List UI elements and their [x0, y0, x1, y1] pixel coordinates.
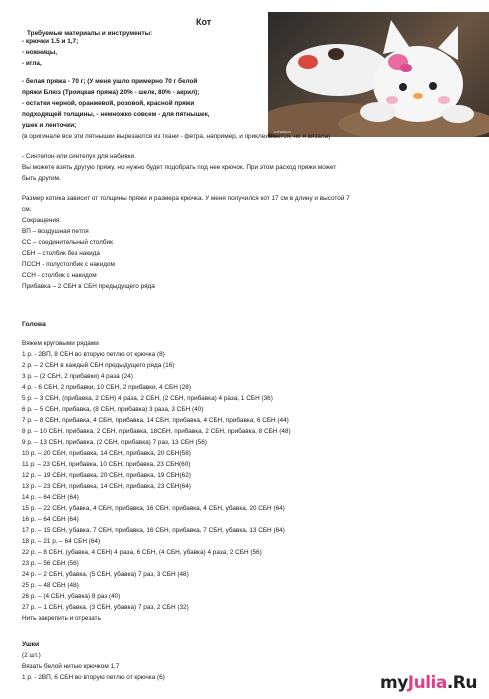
text-line: СБН – столбик без накида: [22, 250, 100, 257]
text-line: 16 р. – 64 СБН (64): [22, 516, 79, 523]
text-line: 9 р. – 13 СБН, прибавка, (2 СБН, прибавка) 7 раз, 13 СБН (56): [22, 439, 207, 446]
text-line: Размер котика зависит от толщины пряжи и размера крючка. У меня получился кот 17 см в длину и высотой 7: [22, 195, 350, 202]
text-line: Прибавка – 2 СБН в СБН предыдущего ряда: [22, 283, 155, 290]
logo-prefix: my: [379, 673, 408, 693]
text-line: 6 р. – 5 СБН, прибавка, (8 СБН, прибавка) 3 раза, 3 СБН (40): [22, 406, 204, 413]
text-line: 23 р. – 56 СБН (56): [22, 560, 79, 567]
text-line: - белая пряжа - 70 г; (У меня ушло примерно 70 г белой: [22, 78, 198, 85]
text-line: 22 р. – 8 СБН, (убавка, 4 СБН) 4 раза, 6 СБН, (4 СБН, убавка) 4 раза, 2 СБН (56): [22, 549, 262, 556]
cat-illustration: [268, 12, 489, 137]
text-line: - игла,: [22, 60, 42, 67]
photo-caption: Lehamon: [274, 129, 291, 134]
text-line: - Синтепон или синтепух для набивки.: [22, 153, 136, 160]
text-line: 12 р. – 19 СБН, прибавка, 20 СБН, прибавка, 19 СБН(62): [22, 472, 191, 479]
section-heading: Ушки: [22, 641, 40, 648]
text-line: 10 р. – 20 СБН, прибавка, 14 СБН, прибавка, 20 СБН(58): [22, 450, 191, 457]
text-line: 13 р. – 23 СБН, прибавка, 14 СБН, прибавка, 23 СБН(64): [22, 483, 191, 490]
text-line: ССН - столбик с накидом: [22, 272, 97, 279]
text-line: 15 р. – 22 СБН, убавка, 4 СБН, прибавка, 16 СБН, прибавка, 4 СБН, убавка, 20 СБН (64): [22, 505, 285, 512]
text-line: подходящей толщины, - немножко совсем - для пятнышек,: [22, 111, 210, 118]
text-line: ПССН - полустолбик с накидом: [22, 261, 115, 268]
text-line: 4 р. - 6 СБН, 2 прибавки, 10 СБН, 2 прибавки, 4 СБН (28): [22, 384, 191, 391]
text-line: 18 р. – 21 р. – 64 СБН (64): [22, 538, 101, 545]
text-line: 8 р. – 10 СБН, прибавка, 2 СБН, прибавка, 18СБН, прибавка, 2 СБН, прибавка, 8 СБН (48): [22, 428, 291, 435]
site-logo: [380, 673, 477, 693]
section-heading: Голова: [22, 321, 46, 328]
text-line: 24 р. – 2 СБН, убавка, (5 СБН, убавка) 7 раз, 3 СБН (48): [22, 571, 189, 578]
text-line: - остатки черной, оранжевой, розовой, красной пряжи: [22, 100, 195, 107]
text-line: 26 р. – (4 СБН, убавка) 8 раз (40): [22, 593, 121, 600]
text-line: 1 р. - 2ВП, 6 СБН во вторую петлю от крючка (6): [22, 674, 165, 681]
text-line: Вы можете взять другую пряжу, но нужно будет подобрать под нее крючок. При этом расход пряжи может: [22, 164, 337, 171]
text-line: пряжи Блюз (Троицкая пряжа) 20% - шелк, 80% - акрил);: [22, 89, 200, 96]
text-line: Нить закрепить и отрезать: [22, 615, 101, 622]
text-line: быть другим.: [22, 175, 61, 182]
text-line: 27 р. – 1 СБН, убавка, (3 СБН, убавка) 7 раз, 2 СБН (32): [22, 604, 189, 611]
logo-suffix: .Ru: [446, 673, 477, 693]
text-line: 7 р. – 8 СБН, прибавка, 4 СБН, прибавка, 14 СБН, прибавка, 4 СБН, прибавка, 6 СБН (44): [22, 417, 289, 424]
text-line: - ножницы,: [22, 49, 58, 56]
text-line: - крючки 1.5 и 1,7;: [22, 38, 79, 45]
cat-photo: [268, 12, 489, 137]
text-line: Вяжем круговыми рядами: [22, 340, 99, 347]
text-line: 17 р. – 15 СБН, убавка, 7 СБН, прибавка, 16 СБН, прибавка, 7 СБН, убавка, 13 СБН (64): [22, 527, 285, 534]
text-line: Вязать белой нитью крючком 1,7: [22, 663, 120, 670]
text-line: Сокращения:: [22, 217, 62, 224]
text-line: 5 р. – 3 СБН, (прибавка, 2 СБН) 4 раза, 2 СБН, (2 СБН, прибавка) 4 раза, 1 СБН (36): [22, 395, 273, 402]
text-line: 14 р. – 64 СБН (64): [22, 494, 79, 501]
text-line: 25 р. – 48 СБН (48): [22, 582, 79, 589]
text-line: 3 р. – (2 СБН, 2 прибавки) 4 раза (24): [22, 373, 133, 380]
text-line: см.: [22, 206, 32, 213]
page-title: Кот: [196, 17, 212, 27]
text-line: 11 р. – 23 СБН, прибавка, 10 СБН, прибавка, 23 СБН(60): [22, 461, 191, 468]
logo-accent: Julia: [407, 673, 447, 693]
text-line: 2 р. – 2 СБН в каждый СБН предыдущего ряда (16): [22, 362, 175, 369]
text-line: ушек и ленточки;: [22, 122, 77, 129]
text-line: (2 шт.): [22, 652, 41, 659]
text-line: СС – соединительный столбик: [22, 239, 113, 246]
text-line: (в оригинале все эти пятнышки вырезаются из ткани - фетра, например, и приклеиваются, но я вязала): [22, 133, 331, 140]
text-line: ВП – воздушная петля: [22, 228, 89, 235]
text-line: Требуемые материалы и инструменты:: [27, 30, 153, 37]
text-line: 1 р. - 2ВП, 8 СБН во вторую петлю от крючка (8): [22, 351, 165, 358]
